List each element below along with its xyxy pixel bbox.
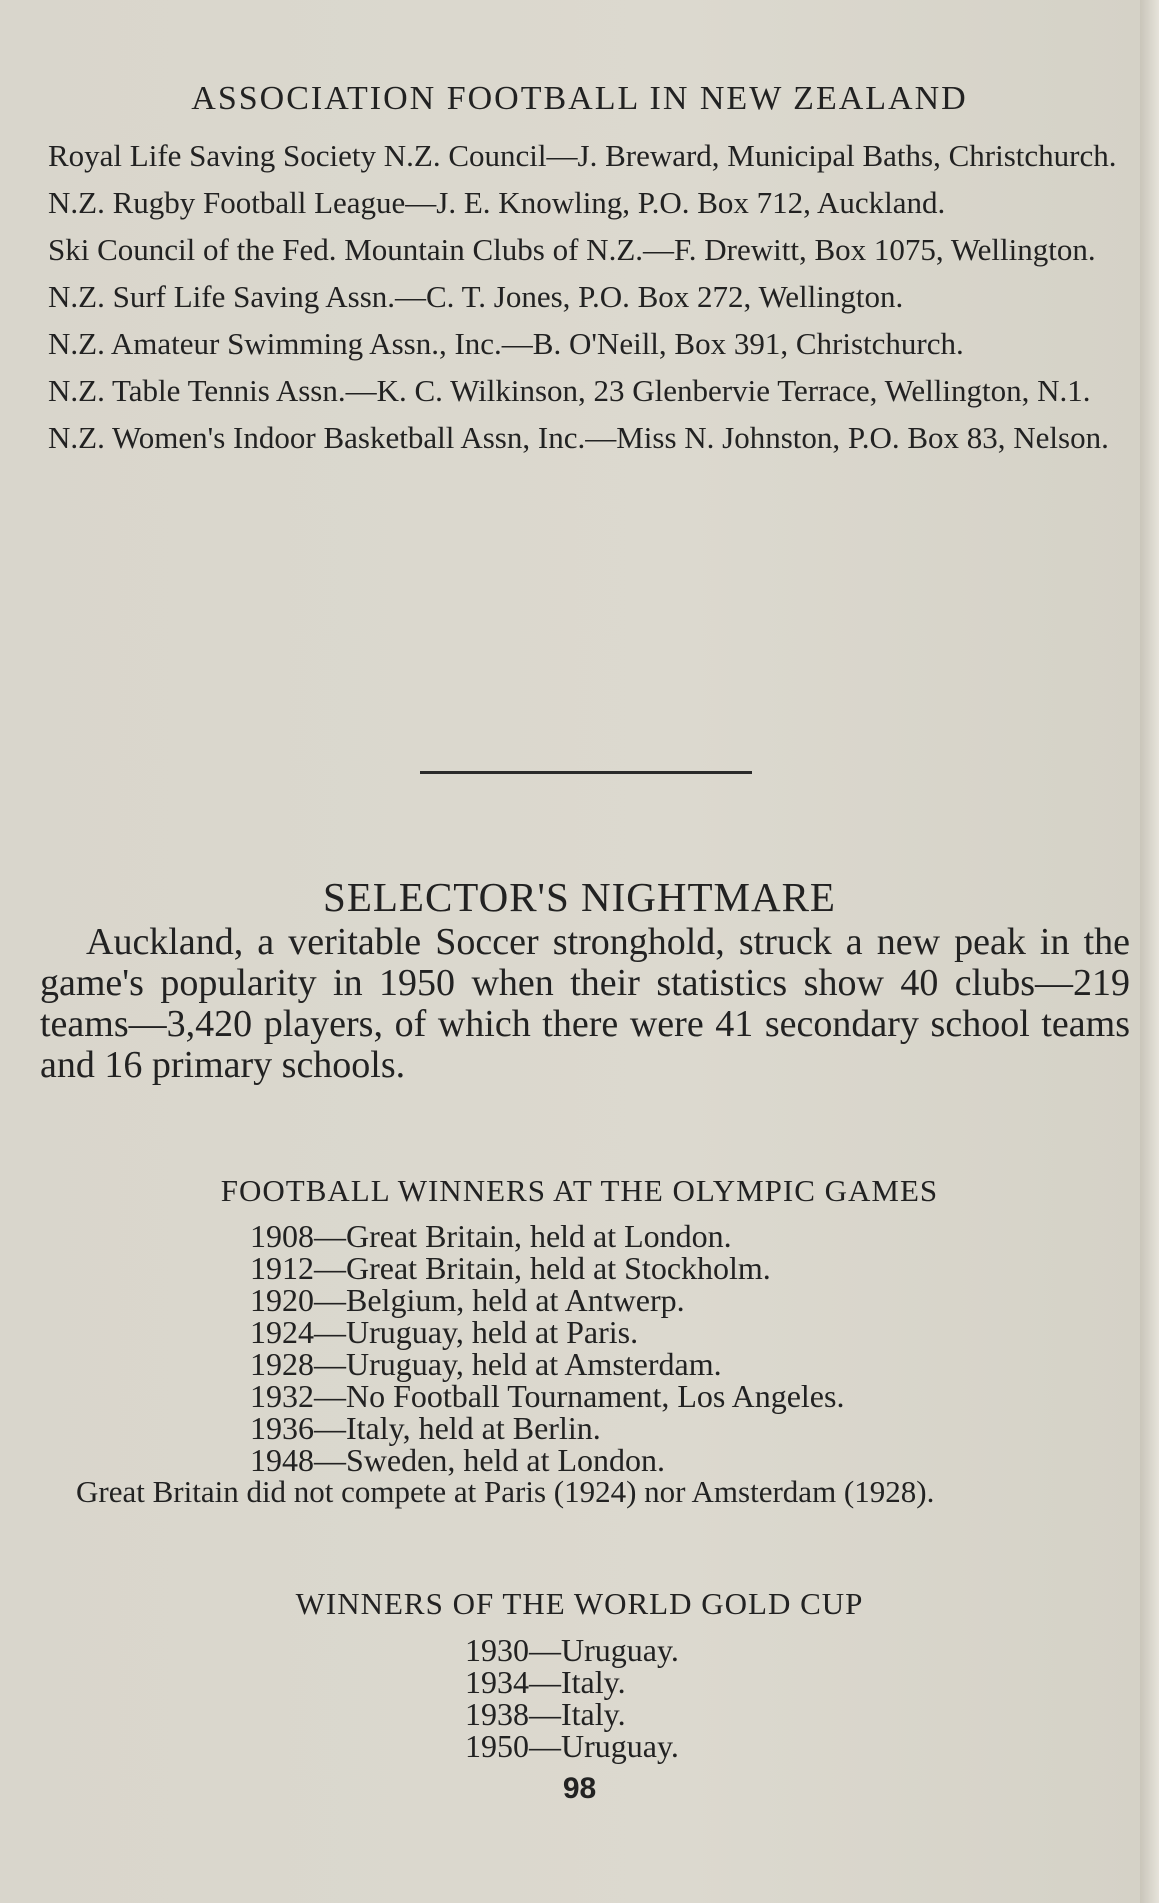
address-entry: N.Z. Rugby Football League—J. E. Knowling, P.O. Box 712, Auckland. <box>48 185 946 220</box>
address-entry: Royal Life Saving Society N.Z. Council—J. Breward, Municipal Baths, Christchurch. <box>48 138 1117 173</box>
address-list <box>48 140 1138 469</box>
address-entry: Ski Council of the Fed. Mountain Clubs of N.Z.—F. Drewitt, Box 1075, Wellington. <box>48 232 1096 267</box>
world-cup-winner-item: 1934—Italy. <box>465 1664 626 1700</box>
address-entry: N.Z. Table Tennis Assn.—K. C. Wilkinson, 23 Glenbervie Terrace, Wellington, N.1. <box>48 373 1091 408</box>
selector-heading: SELECTOR'S NIGHTMARE <box>323 874 836 920</box>
world-cup-winner-item: 1950—Uruguay. <box>465 1728 679 1764</box>
section-divider <box>420 771 752 774</box>
olympic-winner-item: 1920—Belgium, held at Antwerp. <box>250 1282 685 1318</box>
olympic-winner-item: 1936—Italy, held at Berlin. <box>250 1410 601 1446</box>
olympic-winners-list <box>250 1220 844 1476</box>
olympic-winner-item: 1928—Uruguay, held at Amsterdam. <box>250 1346 722 1382</box>
address-entry: N.Z. Women's Indoor Basketball Assn, Inc.—Miss N. Johnston, P.O. Box 83, Nelson. <box>48 420 1109 455</box>
olympic-winner-item: 1908—Great Britain, held at London. <box>250 1218 732 1254</box>
address-entry: N.Z. Surf Life Saving Assn.—C. T. Jones, P.O. Box 272, Wellington. <box>48 279 904 314</box>
selector-paragraph: Auckland, a veritable Soccer stronghold, struck a new peak in the game's popularity in 1950 when their statistics show 40 clubs—219 teams—3,420 players, of which there were 41 secondary school teams and 16 primary schools. <box>40 921 1130 1086</box>
world-cup-winner-item: 1930—Uruguay. <box>465 1632 679 1668</box>
olympic-winner-item: 1924—Uruguay, held at Paris. <box>250 1314 639 1350</box>
world-cup-winner-item: 1938—Italy. <box>465 1696 626 1732</box>
olympic-winner-item: 1948—Sweden, held at London. <box>250 1442 666 1478</box>
world-cup-heading: WINNERS OF THE WORLD GOLD CUP <box>295 1586 864 1621</box>
world-cup-winners-list <box>465 1634 679 1762</box>
address-entry: N.Z. Amateur Swimming Assn., Inc.—B. O'Neill, Box 391, Christchurch. <box>48 326 964 361</box>
olympic-winner-item: 1912—Great Britain, held at Stockholm. <box>250 1250 771 1286</box>
olympic-winner-item: 1932—No Football Tournament, Los Angeles. <box>250 1378 845 1414</box>
olympic-heading: FOOTBALL WINNERS AT THE OLYMPIC GAMES <box>220 1173 939 1208</box>
olympic-note: Great Britain did not compete at Paris (1924) nor Amsterdam (1928). <box>76 1474 935 1509</box>
page-number: 98 <box>562 1772 597 1805</box>
running-header: ASSOCIATION FOOTBALL IN NEW ZEALAND <box>191 80 968 117</box>
